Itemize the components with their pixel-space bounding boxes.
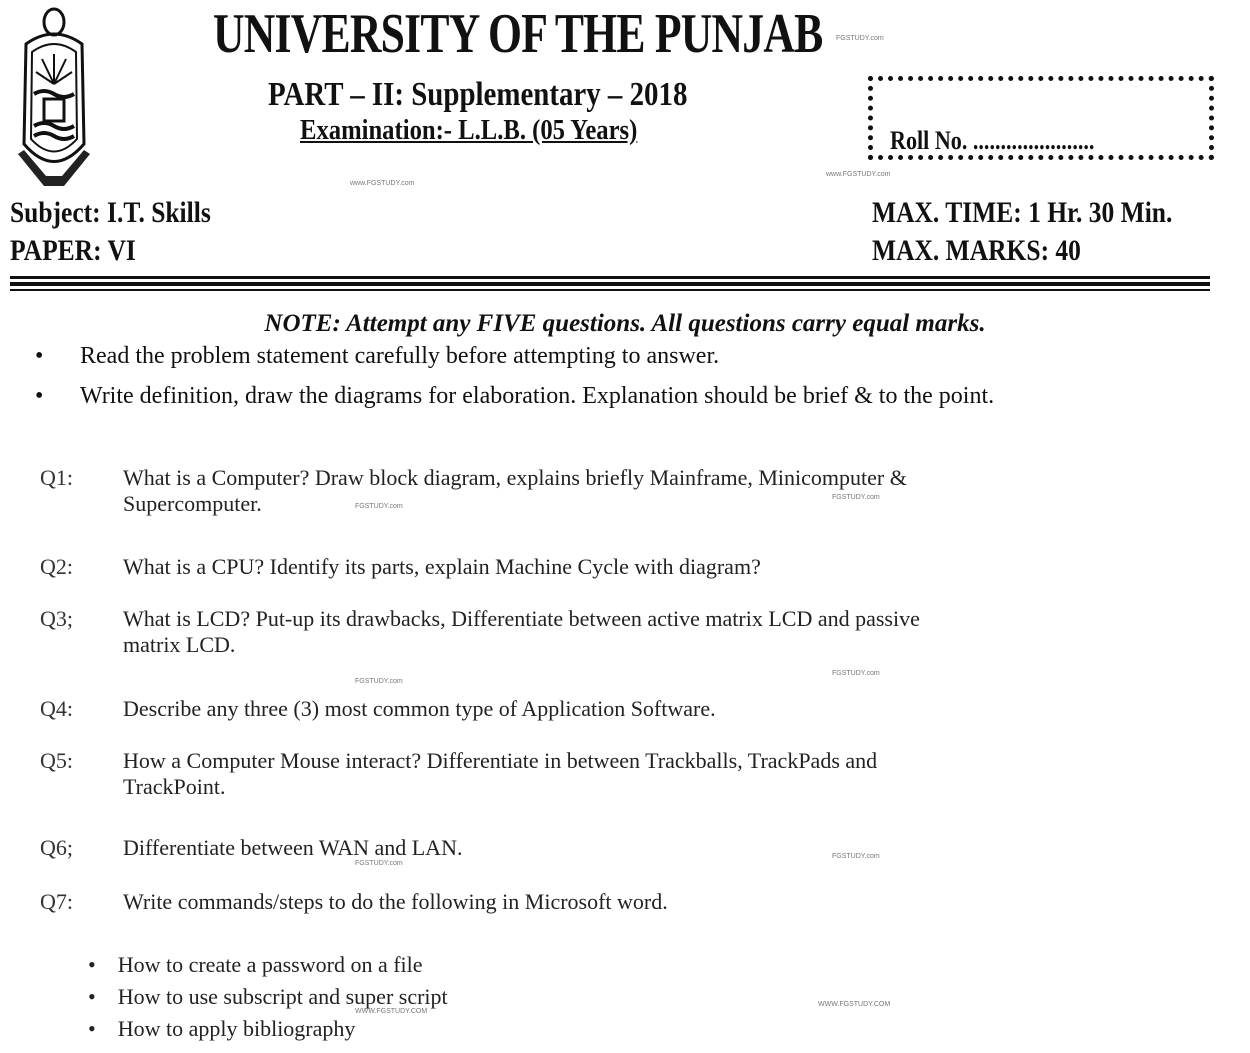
watermark: FGSTUDY.com <box>832 494 880 501</box>
divider <box>10 276 1210 279</box>
question-text: TrackPoint. <box>123 774 226 799</box>
watermark: FGSTUDY.com <box>832 853 880 860</box>
examination-title: Examination:- L.L.B. (05 Years) <box>300 114 638 146</box>
divider <box>10 289 1210 291</box>
q7-item: • How to apply bibliography <box>88 1016 356 1041</box>
question-label: Q1: <box>40 465 73 490</box>
question-text: Describe any three (3) most common type of Application Software. <box>123 696 716 721</box>
university-logo <box>14 4 94 192</box>
watermark: FGSTUDY.com <box>355 860 403 867</box>
roll-number-field: Roll No. ...................... <box>890 126 1095 155</box>
instruction-text: Read the problem statement carefully before attempting to answer. <box>80 343 720 369</box>
instruction-text: Write definition, draw the diagrams for elaboration. Explanation should be brief & to the point. <box>80 383 995 409</box>
question-label: Q6; <box>40 835 73 860</box>
note: NOTE: Attempt any FIVE questions. All questions carry equal marks. <box>264 310 986 337</box>
watermark: FGSTUDY.com <box>836 35 884 42</box>
watermark: FGSTUDY.com <box>832 670 880 677</box>
question-text: Differentiate between WAN and LAN. <box>123 835 463 860</box>
watermark: FGSTUDY.com <box>355 678 403 685</box>
q7-item-text: How to apply bibliography <box>117 1016 356 1041</box>
question-label: Q4: <box>40 696 73 721</box>
paper: PAPER: VI <box>10 234 136 267</box>
subject: Subject: I.T. Skills <box>10 196 211 229</box>
watermark: WWW.FGSTUDY.COM <box>355 1008 428 1015</box>
question-text: Write commands/steps to do the following in Microsoft word. <box>123 889 668 914</box>
university-title: UNIVERSITY OF THE PUNJAB <box>213 3 823 65</box>
question-text: Supercomputer. <box>123 491 262 516</box>
question-text: What is a CPU? Identify its parts, explain Machine Cycle with diagram? <box>123 554 761 579</box>
q7-item-text: How to use subscript and super script <box>117 984 448 1009</box>
question-label: Q7: <box>40 889 73 914</box>
instruction-item: • Read the problem statement carefully before attempting to answer. <box>35 343 720 369</box>
q7-item: • How to use subscript and super script <box>88 984 448 1009</box>
question-text: What is LCD? Put-up its drawbacks, Differentiate between active matrix LCD and passive <box>123 606 920 631</box>
question-label: Q2: <box>40 554 73 579</box>
watermark: WWW.FGSTUDY.COM <box>818 1001 891 1008</box>
watermark: www.FGSTUDY.com <box>826 171 891 178</box>
question-label: Q5: <box>40 748 73 773</box>
q7-item: • How to create a password on a file <box>88 952 423 977</box>
q7-item-text: How to create a password on a file <box>117 952 423 977</box>
watermark: FGSTUDY.com <box>355 503 403 510</box>
max-marks: MAX. MARKS: 40 <box>872 234 1081 267</box>
question-text: How a Computer Mouse interact? Differentiate in between Trackballs, TrackPads and <box>123 748 878 773</box>
instruction-item: • Write definition, draw the diagrams for elaboration. Explanation should be brief & to the point. <box>35 383 995 409</box>
divider <box>10 282 1210 286</box>
question-text: What is a Computer? Draw block diagram, explains briefly Mainframe, Minicomputer & <box>123 465 907 490</box>
watermark: www.FGSTUDY.com <box>350 180 415 187</box>
max-time: MAX. TIME: 1 Hr. 30 Min. <box>872 196 1173 229</box>
question-label: Q3; <box>40 606 73 631</box>
question-text: matrix LCD. <box>123 632 236 657</box>
exam-part: PART – II: Supplementary – 2018 <box>268 76 688 113</box>
